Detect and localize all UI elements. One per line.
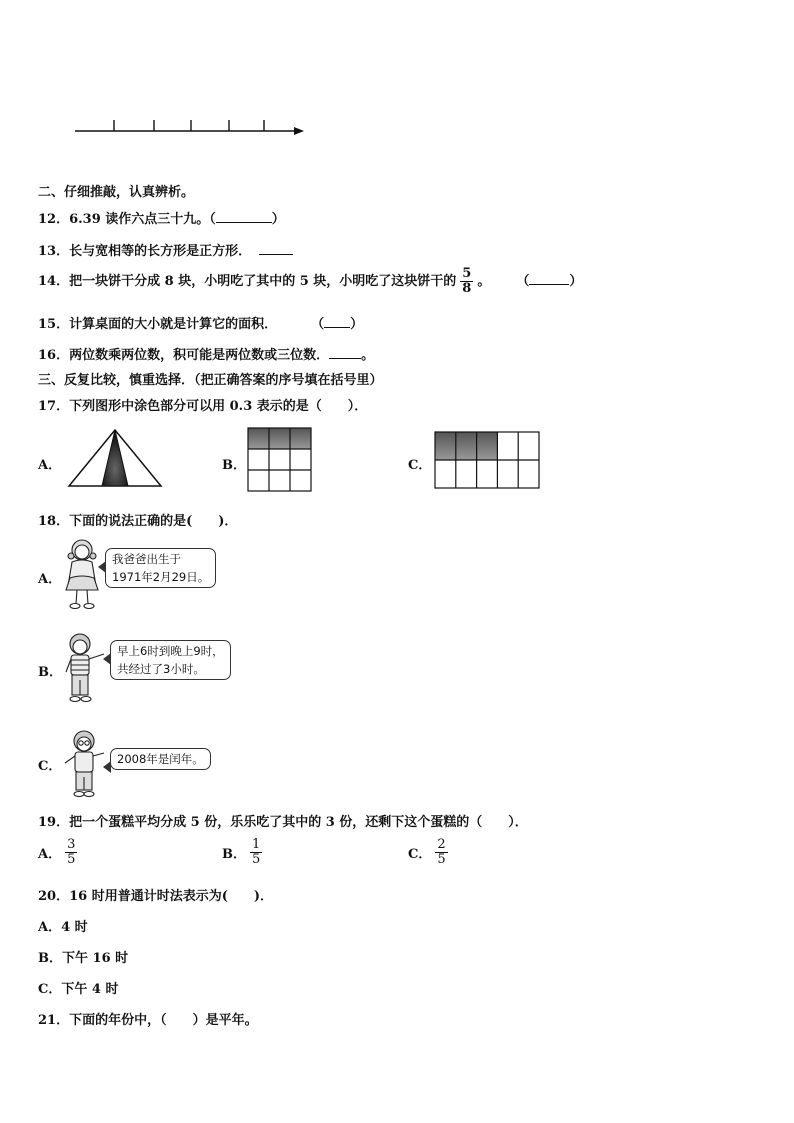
question-16 bbox=[38, 344, 374, 363]
question-end: 。 bbox=[477, 274, 491, 289]
answer-blank[interactable] bbox=[329, 346, 361, 359]
question-text: 长与宽相等的长方形是正方形． bbox=[69, 244, 252, 259]
paren-open: （ bbox=[516, 274, 530, 289]
number-line-diagram bbox=[70, 115, 310, 139]
question-15 bbox=[38, 313, 363, 332]
option-c[interactable] bbox=[408, 838, 452, 867]
paren-close: ） bbox=[271, 212, 285, 227]
fraction-denominator: 5 bbox=[437, 852, 446, 867]
answer-blank[interactable] bbox=[259, 242, 293, 255]
question-number: 14． bbox=[38, 274, 70, 289]
option-label: B． bbox=[38, 951, 62, 966]
section-3-heading: 三、反复比较，慎重选择．（把正确答案的序号填在括号里） bbox=[38, 373, 383, 388]
bubble-line-1: 早上6时到晚上9时， bbox=[117, 644, 224, 658]
option-text: 4 时 bbox=[61, 920, 88, 935]
question-text: 计算桌面的大小就是计算它的面积． bbox=[69, 317, 278, 332]
question-text: 6.39 读作六点三十九。（ bbox=[69, 212, 216, 227]
fraction bbox=[250, 838, 262, 867]
question-12 bbox=[38, 208, 285, 227]
question-text: 两位数乘两位数，积可能是两位数或三位数． bbox=[69, 348, 330, 363]
grid-5x2-figure bbox=[433, 430, 541, 490]
boy-with-glasses-illustration bbox=[62, 729, 108, 801]
triangle-figure bbox=[66, 428, 164, 490]
bubble-line-1: 我爸爸出生于 bbox=[112, 552, 181, 566]
question-14 bbox=[38, 267, 582, 296]
option-label: C． bbox=[408, 847, 432, 862]
option-c-label[interactable]: C． bbox=[408, 458, 432, 473]
question-19 bbox=[38, 811, 528, 830]
boy-illustration bbox=[62, 632, 108, 708]
grid-3x3-figure bbox=[246, 426, 314, 494]
option-a-label[interactable]: A． bbox=[38, 572, 62, 587]
paren-open: （ bbox=[311, 317, 325, 332]
option-a[interactable] bbox=[38, 916, 88, 935]
question-18 bbox=[38, 510, 237, 529]
fraction bbox=[460, 267, 473, 296]
question-text: 16 时用普通计时法表示为( )． bbox=[69, 889, 274, 904]
answer-blank[interactable] bbox=[216, 210, 272, 223]
option-label: B． bbox=[222, 847, 246, 862]
question-number: 16． bbox=[38, 348, 70, 363]
option-b[interactable] bbox=[222, 838, 266, 867]
speech-bubble-a bbox=[105, 548, 216, 588]
option-a[interactable] bbox=[38, 838, 81, 867]
fraction-denominator: 8 bbox=[462, 281, 472, 296]
fraction-numerator: 2 bbox=[437, 837, 446, 852]
option-text: 下午 16 时 bbox=[62, 951, 129, 966]
question-number: 12． bbox=[38, 212, 70, 227]
fraction-numerator: 3 bbox=[67, 837, 76, 852]
option-c-label[interactable]: C． bbox=[38, 759, 62, 774]
fraction-numerator: 1 bbox=[252, 837, 261, 852]
question-text: 下面的年份中，（ ）是平年。 bbox=[69, 1013, 258, 1028]
question-17 bbox=[38, 395, 367, 414]
question-13 bbox=[38, 240, 293, 259]
option-c[interactable] bbox=[38, 978, 118, 997]
option-label: A． bbox=[38, 847, 62, 862]
question-number: 21． bbox=[38, 1013, 70, 1028]
paren-close: ） bbox=[350, 317, 364, 332]
option-label: A． bbox=[38, 920, 62, 935]
bubble-line-2: 1971年2月29日。 bbox=[112, 570, 210, 584]
question-20 bbox=[38, 885, 273, 904]
option-text: 下午 4 时 bbox=[61, 982, 119, 997]
bubble-line-1: 2008年是闰年。 bbox=[117, 752, 204, 766]
section-2-heading: 二、仔细推敲，认真辨析。 bbox=[38, 185, 195, 200]
option-label: C． bbox=[38, 982, 62, 997]
question-21 bbox=[38, 1009, 258, 1028]
question-text: 把一块饼干分成 8 块，小明吃了其中的 5 块，小明吃了这块饼干的 bbox=[69, 274, 457, 289]
girl-illustration bbox=[62, 538, 102, 612]
answer-blank[interactable] bbox=[529, 272, 569, 285]
option-b-label[interactable]: B． bbox=[38, 665, 62, 680]
question-text: 下面的说法正确的是( )． bbox=[69, 514, 238, 529]
question-end: 。 bbox=[361, 348, 375, 363]
question-number: 18． bbox=[38, 514, 70, 529]
question-number: 13． bbox=[38, 244, 70, 259]
speech-bubble-b bbox=[110, 640, 231, 680]
fraction-denominator: 5 bbox=[67, 852, 76, 867]
answer-blank[interactable] bbox=[324, 315, 350, 328]
speech-bubble-c bbox=[110, 748, 211, 770]
question-number: 19． bbox=[38, 815, 70, 830]
fraction-numerator: 5 bbox=[462, 266, 472, 281]
question-number: 15． bbox=[38, 317, 70, 332]
bubble-line-2: 共经过了3小时。 bbox=[117, 662, 205, 676]
option-b[interactable] bbox=[38, 947, 128, 966]
question-number: 20． bbox=[38, 889, 70, 904]
question-text: 下列图形中涂色部分可以用 0.3 表示的是（ ）． bbox=[69, 399, 368, 414]
paren-close: ） bbox=[569, 274, 583, 289]
fraction bbox=[435, 838, 447, 867]
question-number: 17． bbox=[38, 399, 70, 414]
fraction-denominator: 5 bbox=[252, 852, 261, 867]
fraction bbox=[65, 838, 77, 867]
option-a-label[interactable]: A． bbox=[38, 458, 62, 473]
option-b-label[interactable]: B． bbox=[222, 458, 246, 473]
question-text: 把一个蛋糕平均分成 5 份，乐乐吃了其中的 3 份，还剩下这个蛋糕的（ ）． bbox=[69, 815, 528, 830]
